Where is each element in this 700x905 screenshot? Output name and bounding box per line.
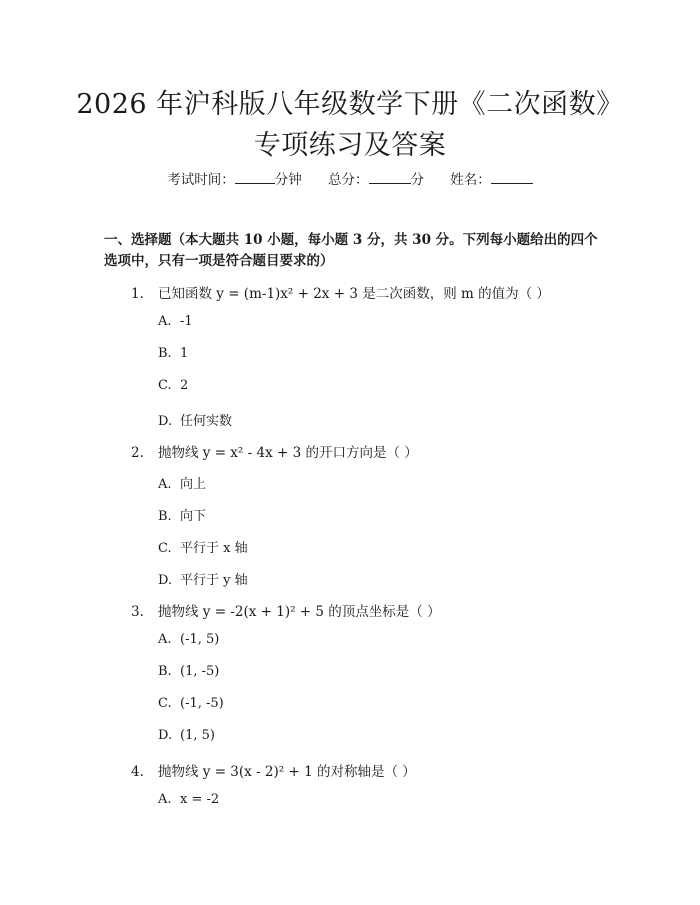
option-label: D. — [158, 573, 173, 588]
option-text: (1, -5) — [180, 664, 220, 679]
exam-score-blank[interactable] — [369, 170, 411, 184]
option-text: 任何实数 — [180, 414, 233, 429]
question-3 — [131, 600, 441, 620]
option-text: (-1, 5) — [180, 632, 220, 647]
exam-time — [167, 168, 302, 188]
exam-time-label: 考试时间： — [167, 172, 235, 188]
page-subtitle: 专项练习及答案 — [253, 130, 447, 161]
exam-name — [450, 168, 533, 188]
option-label: B. — [158, 664, 172, 679]
option-label: C. — [158, 696, 172, 711]
question-text: 已知函数 y = (m-1)x² + 2x + 3 是二次函数，则 m 的值为（ ） — [158, 286, 550, 302]
exam-name-blank[interactable] — [491, 170, 533, 184]
option-text: 2 — [180, 378, 189, 393]
question-number: 3. — [131, 604, 144, 620]
question-3-option-c[interactable] — [158, 696, 224, 711]
option-text: (1, 5) — [180, 728, 215, 743]
exam-meta — [0, 168, 700, 188]
option-text: (-1, -5) — [180, 696, 224, 711]
page-title: 2026 年沪科版八年级数学下册《二次函数》 — [76, 89, 624, 120]
option-label: C. — [158, 541, 172, 556]
option-text: x = -2 — [180, 792, 220, 807]
option-text: 1 — [180, 346, 189, 361]
section-heading-cont: 选项中，只有一项是符合题目要求的） — [104, 253, 334, 269]
section-heading: 一、选择题（本大题共 10 小题，每小题 3 分，共 30 分。下列每小题给出的四个 — [104, 232, 598, 248]
question-number: 1. — [131, 286, 144, 302]
option-text: 向上 — [180, 477, 207, 492]
option-label: B. — [158, 509, 172, 524]
option-label: A. — [158, 477, 172, 492]
question-2-option-d[interactable] — [158, 569, 248, 588]
option-label: A. — [158, 792, 172, 807]
question-text: 抛物线 y = x² - 4x + 3 的开口方向是（ ） — [158, 445, 418, 461]
question-number: 4. — [131, 764, 144, 780]
exam-time-blank[interactable] — [235, 170, 275, 184]
option-text: 向下 — [180, 509, 207, 524]
question-4 — [131, 760, 416, 780]
option-label: B. — [158, 346, 172, 361]
exam-score-unit: 分 — [410, 172, 424, 188]
exam-time-unit: 分钟 — [274, 172, 302, 188]
question-4-option-a[interactable] — [158, 792, 219, 807]
question-1-option-b[interactable] — [158, 346, 188, 361]
option-text: 平行于 x 轴 — [180, 541, 248, 556]
question-2-option-a[interactable] — [158, 473, 206, 492]
question-1-option-c[interactable] — [158, 378, 188, 393]
question-text: 抛物线 y = 3(x - 2)² + 1 的对称轴是（ ） — [158, 764, 416, 780]
option-label: A. — [158, 314, 172, 329]
question-2-option-b[interactable] — [158, 505, 206, 524]
option-label: D. — [158, 414, 173, 429]
question-3-option-b[interactable] — [158, 664, 219, 679]
option-label: C. — [158, 378, 172, 393]
option-text: -1 — [180, 314, 193, 329]
option-label: A. — [158, 632, 172, 647]
question-3-option-d[interactable] — [158, 728, 215, 743]
question-2 — [131, 441, 418, 461]
exam-name-label: 姓名： — [450, 172, 491, 188]
exam-score-label: 总分： — [328, 172, 369, 188]
question-text: 抛物线 y = -2(x + 1)² + 5 的顶点坐标是（ ） — [158, 604, 441, 620]
question-number: 2. — [131, 445, 144, 461]
question-3-option-a[interactable] — [158, 632, 219, 647]
exam-score — [328, 168, 424, 188]
question-2-option-c[interactable] — [158, 537, 248, 556]
question-1-option-a[interactable] — [158, 314, 193, 329]
question-1 — [131, 282, 550, 302]
option-text: 平行于 y 轴 — [180, 573, 248, 588]
option-label: D. — [158, 728, 173, 743]
question-1-option-d[interactable] — [158, 410, 232, 429]
